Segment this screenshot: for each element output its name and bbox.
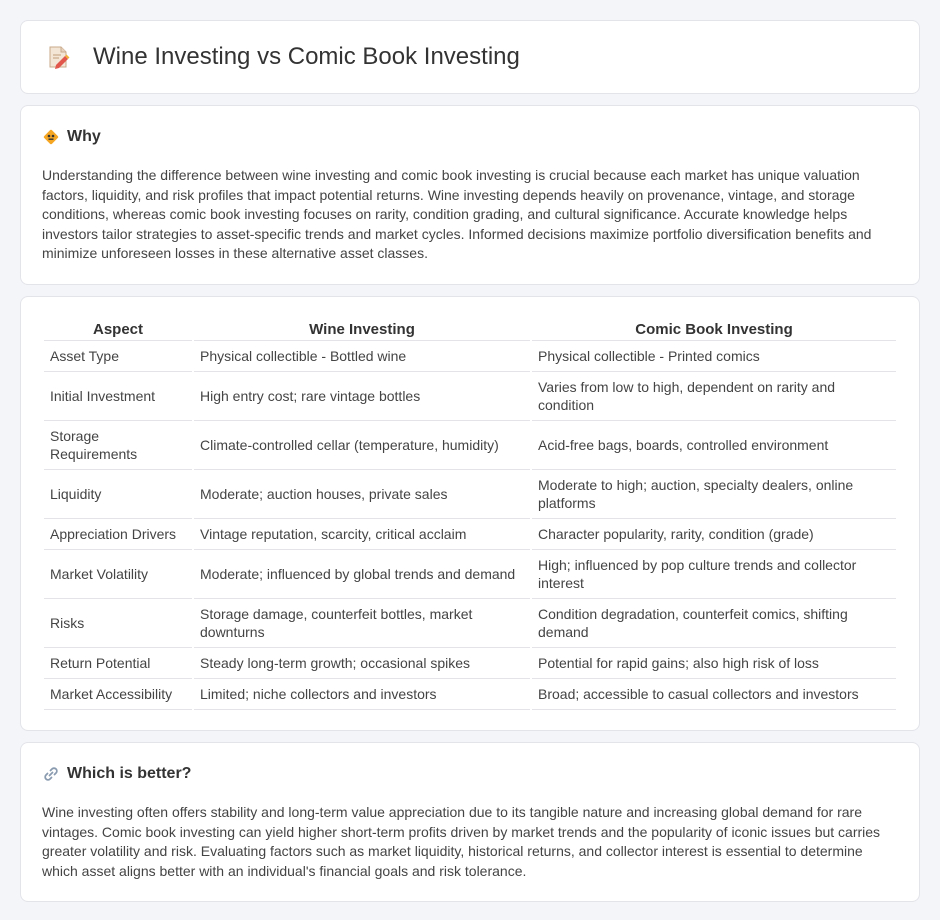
better-section xyxy=(20,742,920,902)
row-wine: Moderate; auction houses, private sales xyxy=(194,470,530,519)
row-wine: Physical collectible - Bottled wine xyxy=(194,341,530,372)
why-title: Why xyxy=(67,128,101,145)
row-comic: Potential for rapid gains; also high risk of loss xyxy=(532,648,896,679)
document-pencil-icon xyxy=(45,44,71,70)
better-heading xyxy=(42,765,898,783)
table-row xyxy=(44,421,896,470)
better-title: Which is better? xyxy=(67,764,192,782)
row-comic: High; influenced by pop culture trends and collector interest xyxy=(532,550,896,599)
row-comic: Character popularity, rarity, condition (grade) xyxy=(532,519,896,550)
row-aspect: Market Volatility xyxy=(44,550,192,599)
row-comic: Physical collectible - Printed comics xyxy=(532,341,896,372)
table-row xyxy=(44,470,896,519)
why-text: Understanding the difference between wine investing and comic book investing is crucial because each market has unique valuation factors, liquidity, and risk profiles that impact potential returns. Wine investing depends heavily on provenance, vintage, and storage conditions, whereas comic book investing focuses on rarity, condition grading, and cultural significance. Accurate knowledge helps investors tailor strategies to asset-specific trends and market cycles. Informed decisions maximize portfolio diversification benefits and minimize unforeseen losses in these alternative asset classes. xyxy=(42,167,872,262)
row-aspect: Liquidity xyxy=(44,470,192,519)
better-text: Wine investing often offers stability and long-term value appreciation due to its tangible nature and increasing global demand for rare vintages. Comic book investing can yield higher short-term profits driven by market trends and the popularity of iconic issues but carries greater volatility and risk. Evaluating factors such as market liquidity, historical returns, and collector interest is essential to determine which asset aligns better with an individual's financial goals and risk tolerance. xyxy=(42,803,881,879)
header-aspect: Aspect xyxy=(44,315,192,341)
row-wine: Steady long-term growth; occasional spikes xyxy=(194,648,530,679)
table-row xyxy=(44,679,896,710)
table-row xyxy=(44,648,896,679)
row-wine: Climate-controlled cellar (temperature, humidity) xyxy=(194,421,530,470)
comparison-table-card xyxy=(20,296,920,731)
comparison-table xyxy=(42,315,898,710)
table-row xyxy=(44,341,896,372)
row-aspect: Appreciation Drivers xyxy=(44,519,192,550)
table-row xyxy=(44,519,896,550)
row-comic: Condition degradation, counterfeit comics, shifting demand xyxy=(532,599,896,648)
table-header-row xyxy=(44,315,896,341)
row-aspect: Return Potential xyxy=(44,648,192,679)
row-comic: Varies from low to high, dependent on rarity and condition xyxy=(532,372,896,421)
table-row xyxy=(44,550,896,599)
row-wine: Limited; niche collectors and investors xyxy=(194,679,530,710)
row-comic: Broad; accessible to casual collectors and investors xyxy=(532,679,896,710)
row-aspect: Initial Investment xyxy=(44,372,192,421)
row-aspect: Asset Type xyxy=(44,341,192,372)
row-aspect: Risks xyxy=(44,599,192,648)
why-section xyxy=(20,105,920,285)
header-comic: Comic Book Investing xyxy=(532,315,896,341)
row-wine: Vintage reputation, scarcity, critical acclaim xyxy=(194,519,530,550)
row-wine: Storage damage, counterfeit bottles, market downturns xyxy=(194,599,530,648)
table-row xyxy=(44,599,896,648)
warning-diamond-icon xyxy=(42,128,60,146)
header-wine: Wine Investing xyxy=(194,315,530,341)
row-wine: High entry cost; rare vintage bottles xyxy=(194,372,530,421)
row-wine: Moderate; influenced by global trends and demand xyxy=(194,550,530,599)
row-aspect: Market Accessibility xyxy=(44,679,192,710)
link-icon xyxy=(42,765,60,783)
row-aspect: Storage Requirements xyxy=(44,421,192,470)
row-comic: Moderate to high; auction, specialty dealers, online platforms xyxy=(532,470,896,519)
header-card xyxy=(20,20,920,94)
page-title: Wine Investing vs Comic Book Investing xyxy=(93,43,520,70)
row-comic: Acid-free bags, boards, controlled environment xyxy=(532,421,896,470)
table-row xyxy=(44,372,896,421)
why-heading xyxy=(42,128,898,146)
